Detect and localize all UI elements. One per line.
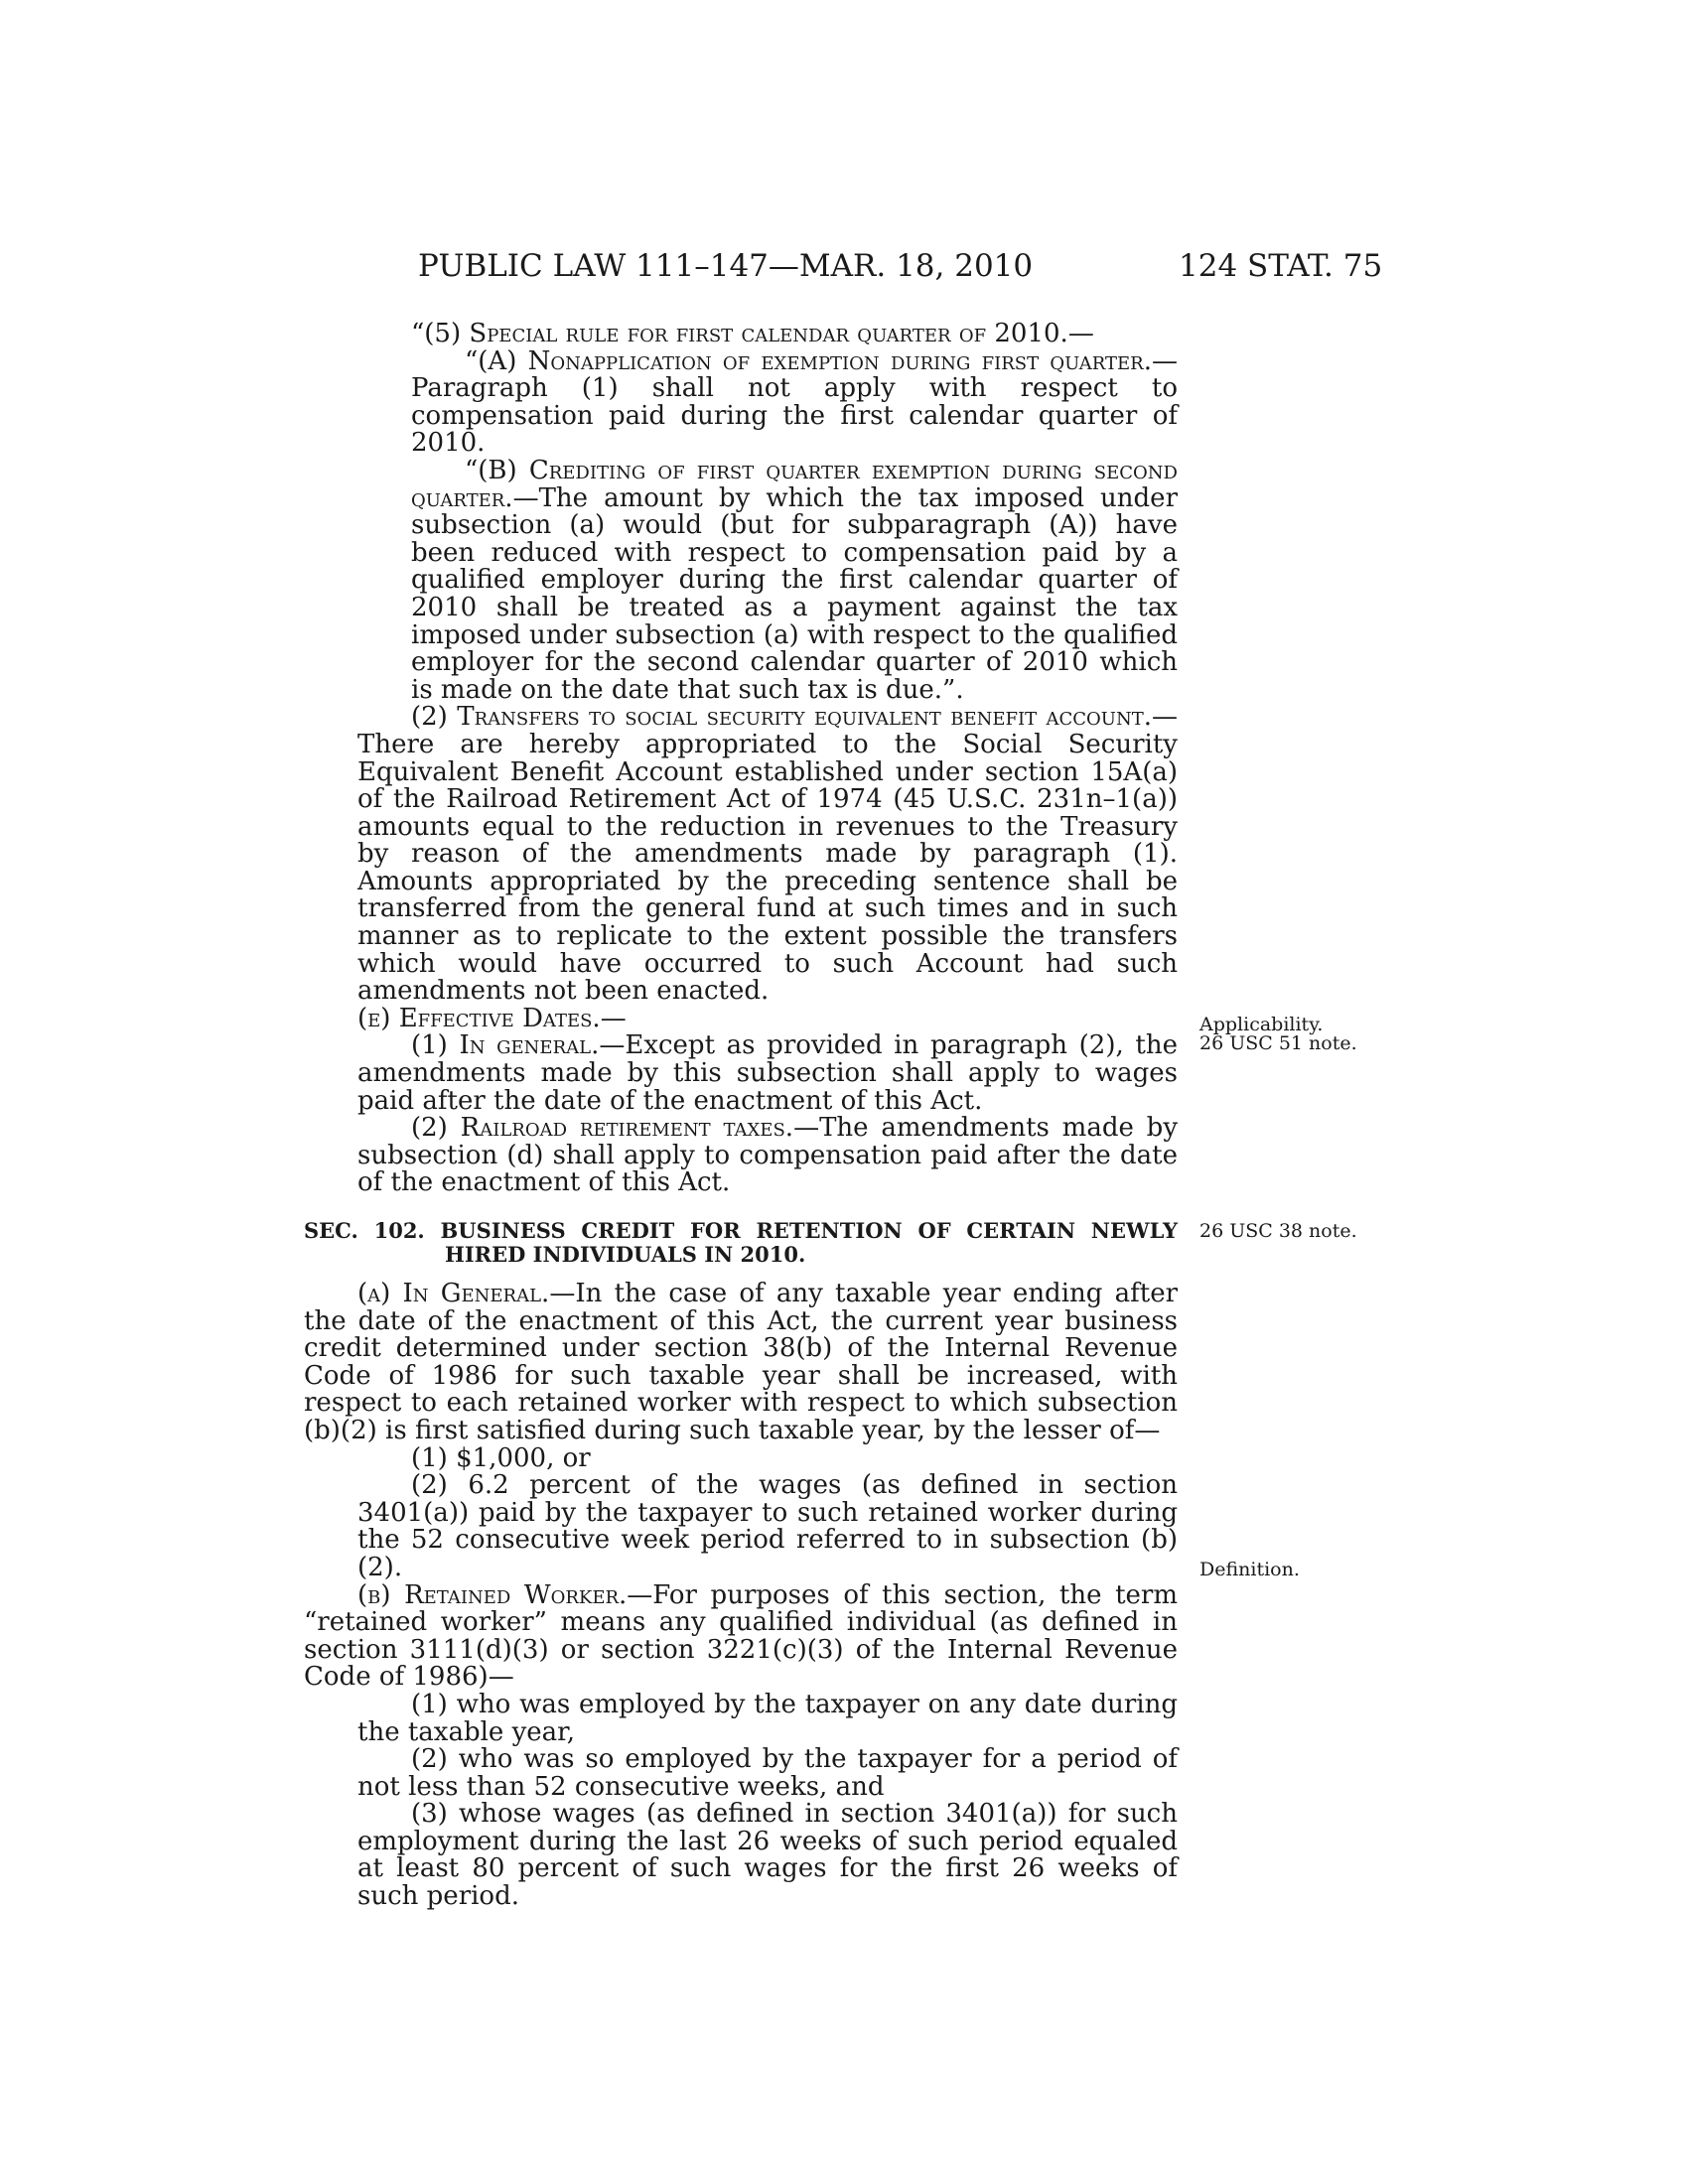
paragraph-2-railroad: (2) Railroad retirement taxes.—The amendments made by subsection (d) shall apply to compensation paid after the date of the enactment of this Act. — [357, 1113, 1179, 1198]
paragraph-heading: (2) Transfers to social security equivalent benefit account. — [411, 702, 1152, 733]
margin-note-usc38: 26 USC 38 note. — [1199, 1220, 1357, 1242]
subparagraph-b: “(B) Crediting of first quarter exemption during second quarter.—The amount by which the tax imposed under subsection (a) would (but for subparagraph (A)) have been reduced with respect to compensation paid by a qualified employer during the first calendar quarter of 2010 shall be treated as a payment against the tax imposed under subsection (a) with respect to the qualified employer for the second calendar quarter of 2010 which is made on the date that such tax is due.”. — [411, 455, 1178, 705]
statute-body — [304, 321, 1178, 1911]
paragraph-2-transfers: (2) Transfers to social security equivalent benefit account.—There are hereby appropriated to the Social Security Equivalent Benefit Account established under section 15A(a) of the Railroad Retirement Act of 1974 (45 U.S.C. 231n–1(a)) amounts equal to the reduction in revenues to the Treasury by reason of the amendments made by paragraph (1). Amounts appropriated by the preceding sentence shall be transferred from the general fund at such times and in such manner as to replicate to the extent possible the transfers which would have occurred to such Account had such amendments not been enacted. — [357, 702, 1178, 1007]
subsection-b: (b) Retained Worker.—For purposes of this section, the term “retained worker” means any qualified individual (as defined in section 3111(d)(3) or section 3221(c)(3) of the Internal Revenue Code of 1986)— — [304, 1579, 1178, 1693]
subparagraph-a: “(A) Nonapplication of exemption during first quarter.—Paragraph (1) shall not apply with respect to compensation paid during the first calendar quarter of 2010. — [411, 345, 1178, 459]
section-102-heading: SEC. 102. BUSINESS CREDIT FOR RETENTION OF CERTAIN NEWLY HIRED INDIVIDUALS IN 2010. — [304, 1218, 1178, 1267]
paragraph-2-employed: (2) who was so employed by the taxpayer for a period of not less than 52 consecutive weeks, and — [357, 1744, 1178, 1802]
paragraph-1-amount: (1) $1,000, or — [411, 1442, 591, 1473]
paragraph-heading: “(B) Crediting of first quarter exemption during second quarter. — [411, 455, 1178, 513]
paragraph-1-in-general: (1) In general.—Except as provided in paragraph (2), the amendments made by this subsection shall apply to wages paid after the date of the enactment of this Act. — [357, 1030, 1178, 1116]
paragraph-heading: “(A) Nonapplication of exemption during first quarter. — [465, 345, 1152, 376]
running-header-page: 124 STAT. 75 — [1179, 248, 1383, 284]
paragraph-heading: “(5) Special rule for first calendar quarter of 2010.— — [411, 319, 1094, 348]
margin-note-definition: Definition. — [1199, 1559, 1300, 1580]
subsection-e: (e) Effective Dates.— — [357, 1003, 627, 1033]
paragraph-1-employed: (1) who was employed by the taxpayer on any date during the taxable year, — [357, 1689, 1178, 1747]
paragraph-heading: (a) In General. — [357, 1279, 550, 1308]
running-header-title: PUBLIC LAW 111–147—MAR. 18, 2010 — [418, 248, 1034, 284]
paragraph-2-percent: (2) 6.2 percent of the wages (as defined in section 3401(a)) paid by the taxpayer to such retained worker during the 52 consecutive week period referred to in subsection (b)(2). — [357, 1470, 1178, 1582]
paragraph-heading: (1) In general. — [411, 1030, 600, 1061]
paragraph-3-wages: (3) whose wages (as defined in section 3401(a)) for such employment during the last 26 weeks of such period equaled at least 80 percent of such wages for the first 26 weeks of such period. — [357, 1799, 1178, 1912]
margin-note-usc51: 26 USC 51 note. — [1199, 1032, 1357, 1054]
margin-note-applicability: Applicability. — [1199, 1014, 1324, 1035]
subsection-a: (a) In General.—In the case of any taxable year ending after the date of the enactment of this Act, the current year business credit determined under section 38(b) of the Internal Revenue Code of 1986 for such taxable year shall be increased, with respect to each retained worker with respect to which subsection (b)(2) is first satisfied during such taxable year, by the lesser of— — [304, 1279, 1179, 1445]
paragraph-5 — [304, 321, 1178, 348]
paragraph-heading: (e) Effective Dates. — [357, 1003, 601, 1033]
paragraph-heading: (2) Railroad retirement taxes. — [411, 1113, 794, 1144]
paragraph-heading: (b) Retained Worker. — [357, 1579, 628, 1610]
